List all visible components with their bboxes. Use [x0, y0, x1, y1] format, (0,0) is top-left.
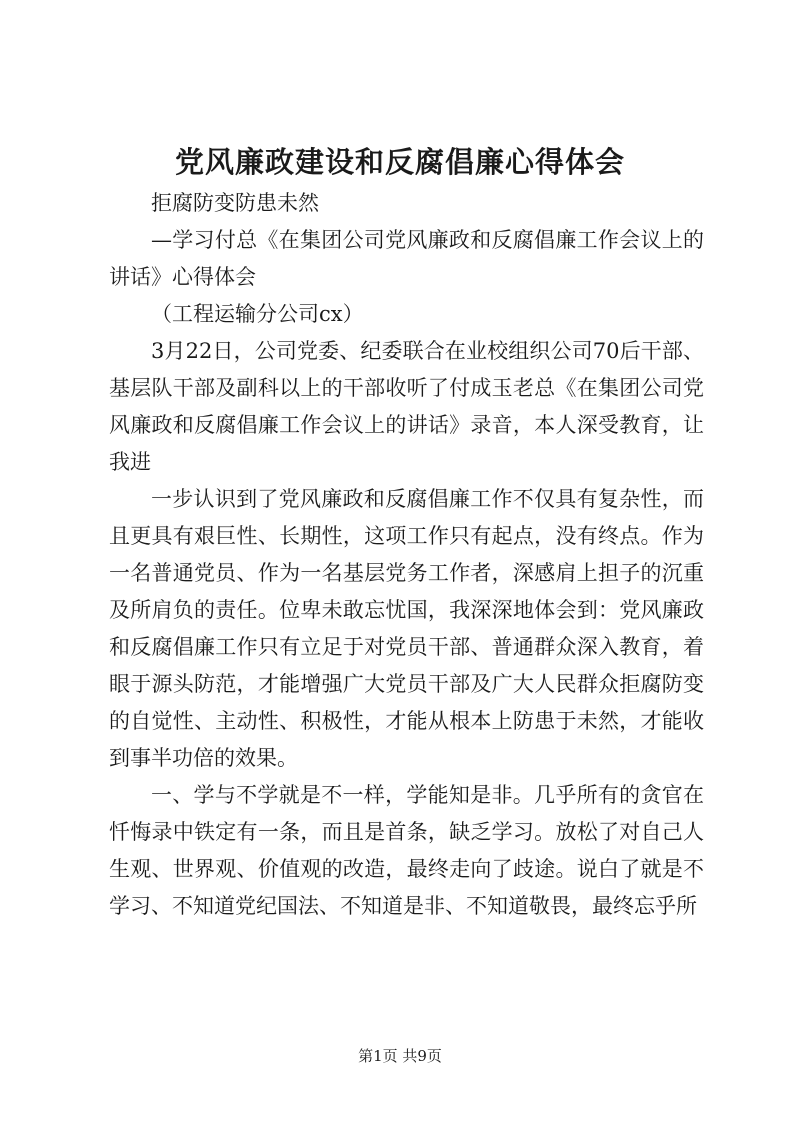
page-footer: 第1页 共9页: [358, 1047, 442, 1065]
subtitle-line-paragraph: —学习付总《在集团公司党风廉政和反腐倡廉工作会议上的讲话》心得体会: [109, 228, 704, 289]
body-paragraph: 一、学与不学就是不一样，学能知是非。几乎所有的贪官在忏悔录中铁定有一条，而且是首条，缺乏学习。放松了对自己人生观、世界观、价值观的改造，最终走向了歧途。说白了就是不学习、不知道党纪国法、不知道是非、不知道敬畏，最终忘乎所: [109, 783, 704, 918]
body-paragraph: 一步认识到了党风廉政和反腐倡廉工作不仅具有复杂性，而且更具有艰巨性、长期性，这项工作只有起点，没有终点。作为一名普通党员、作为一名基层党务工作者，深感肩上担子的沉重及所肩负的责任。位卑未敢忘忧国，我深深地体会到：党风廉政和反腐倡廉工作只有立足于对党员干部、普通群众深入教育，着眼于源头防范，才能增强广大党员干部及广大人民群众拒腐防变的自觉性、主动性、积极性，才能从根本上防患于未然，才能收到事半功倍的效果。: [109, 487, 704, 770]
body-paragraph: 3月22日，公司党委、纪委联合在业校组织公司70后干部、基层队干部及副科以上的干部收听了付成玉老总《在集团公司党风廉政和反腐倡廉工作会议上的讲话》录音，本人深受教育，让我进: [109, 339, 704, 474]
document-title: 党风廉政建设和反腐倡廉心得体会: [174, 145, 625, 179]
author-dept-paragraph: （工程运输分公司cx）: [151, 302, 364, 326]
document-body: [109, 185, 704, 925]
subtitle-paragraph: 拒腐防变防患未然: [151, 191, 319, 215]
